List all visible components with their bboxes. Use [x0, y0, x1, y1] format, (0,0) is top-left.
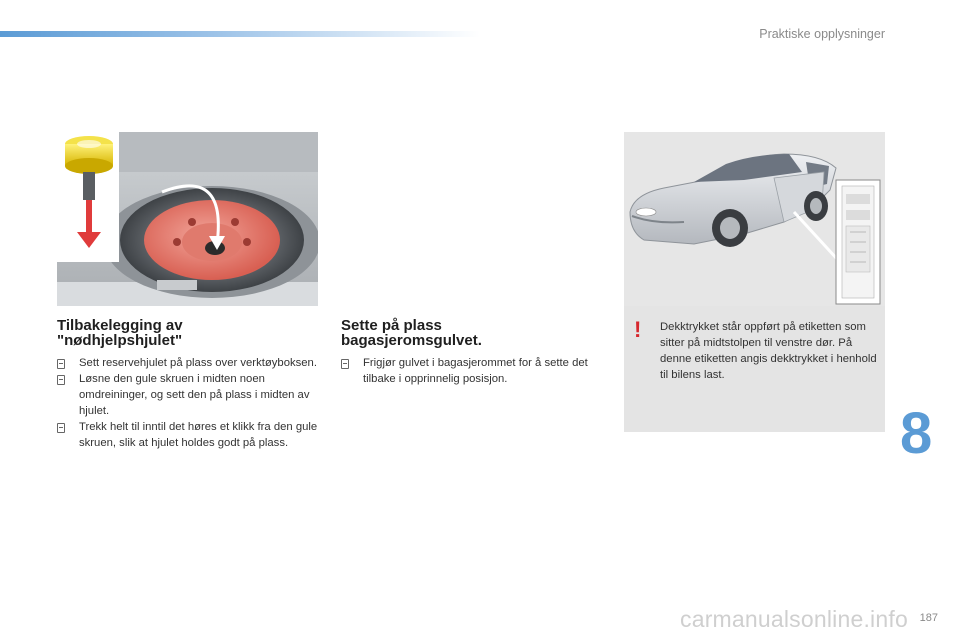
header-accent-bar	[0, 31, 480, 37]
step-text: Sett reservehjulet på plass over verktøyboksen.	[79, 357, 317, 369]
list-item	[341, 355, 596, 387]
step-text: Frigjør gulvet i bagasjerommet for å sette det tilbake i opprinnelig posisjon.	[363, 357, 588, 385]
list-item	[57, 371, 319, 419]
watermark: carmanualsonline.info	[680, 606, 908, 632]
car-tyre-label-illustration	[624, 132, 885, 306]
step-text: Trekk helt til inntil det høres et klikk fra den gule skruen, slik at hjulet holdes godt på plass.	[79, 421, 318, 449]
middle-heading-line2: bagasjeromsgulvet.	[341, 332, 482, 349]
left-steps-list	[57, 355, 319, 451]
section-title: Praktiske opplysninger	[759, 27, 885, 41]
middle-heading-line1: Sette på plass	[341, 317, 442, 334]
page-number: 187	[919, 612, 938, 624]
spare-wheel-illustration	[57, 132, 318, 306]
chapter-number: 8	[900, 401, 933, 466]
left-heading-line2: "nødhjelpshjulet"	[57, 332, 183, 349]
car-label-image	[624, 132, 885, 306]
list-item	[57, 355, 319, 371]
step-text: Løsne den gule skruen i midten noen omdreininger, og sett den på plass i midten av hjulet.	[79, 373, 310, 417]
left-heading	[57, 318, 317, 348]
list-item	[57, 419, 319, 451]
checkbox-icon	[341, 359, 349, 369]
checkbox-icon	[57, 359, 65, 369]
warning-note-text: Dekktrykket står oppført på etiketten som sitter på midtstolpen til venstre dør. På denne etiketten angis dekktrykket i henhold til bilens last.	[660, 321, 877, 381]
middle-heading	[341, 318, 601, 348]
warning-icon: !	[634, 317, 642, 342]
spare-wheel-image	[57, 132, 318, 306]
checkbox-icon	[57, 423, 65, 433]
checkbox-icon	[57, 375, 65, 385]
middle-steps-list	[341, 355, 596, 387]
warning-note	[624, 306, 885, 432]
left-heading-line1: Tilbakelegging av	[57, 317, 183, 334]
